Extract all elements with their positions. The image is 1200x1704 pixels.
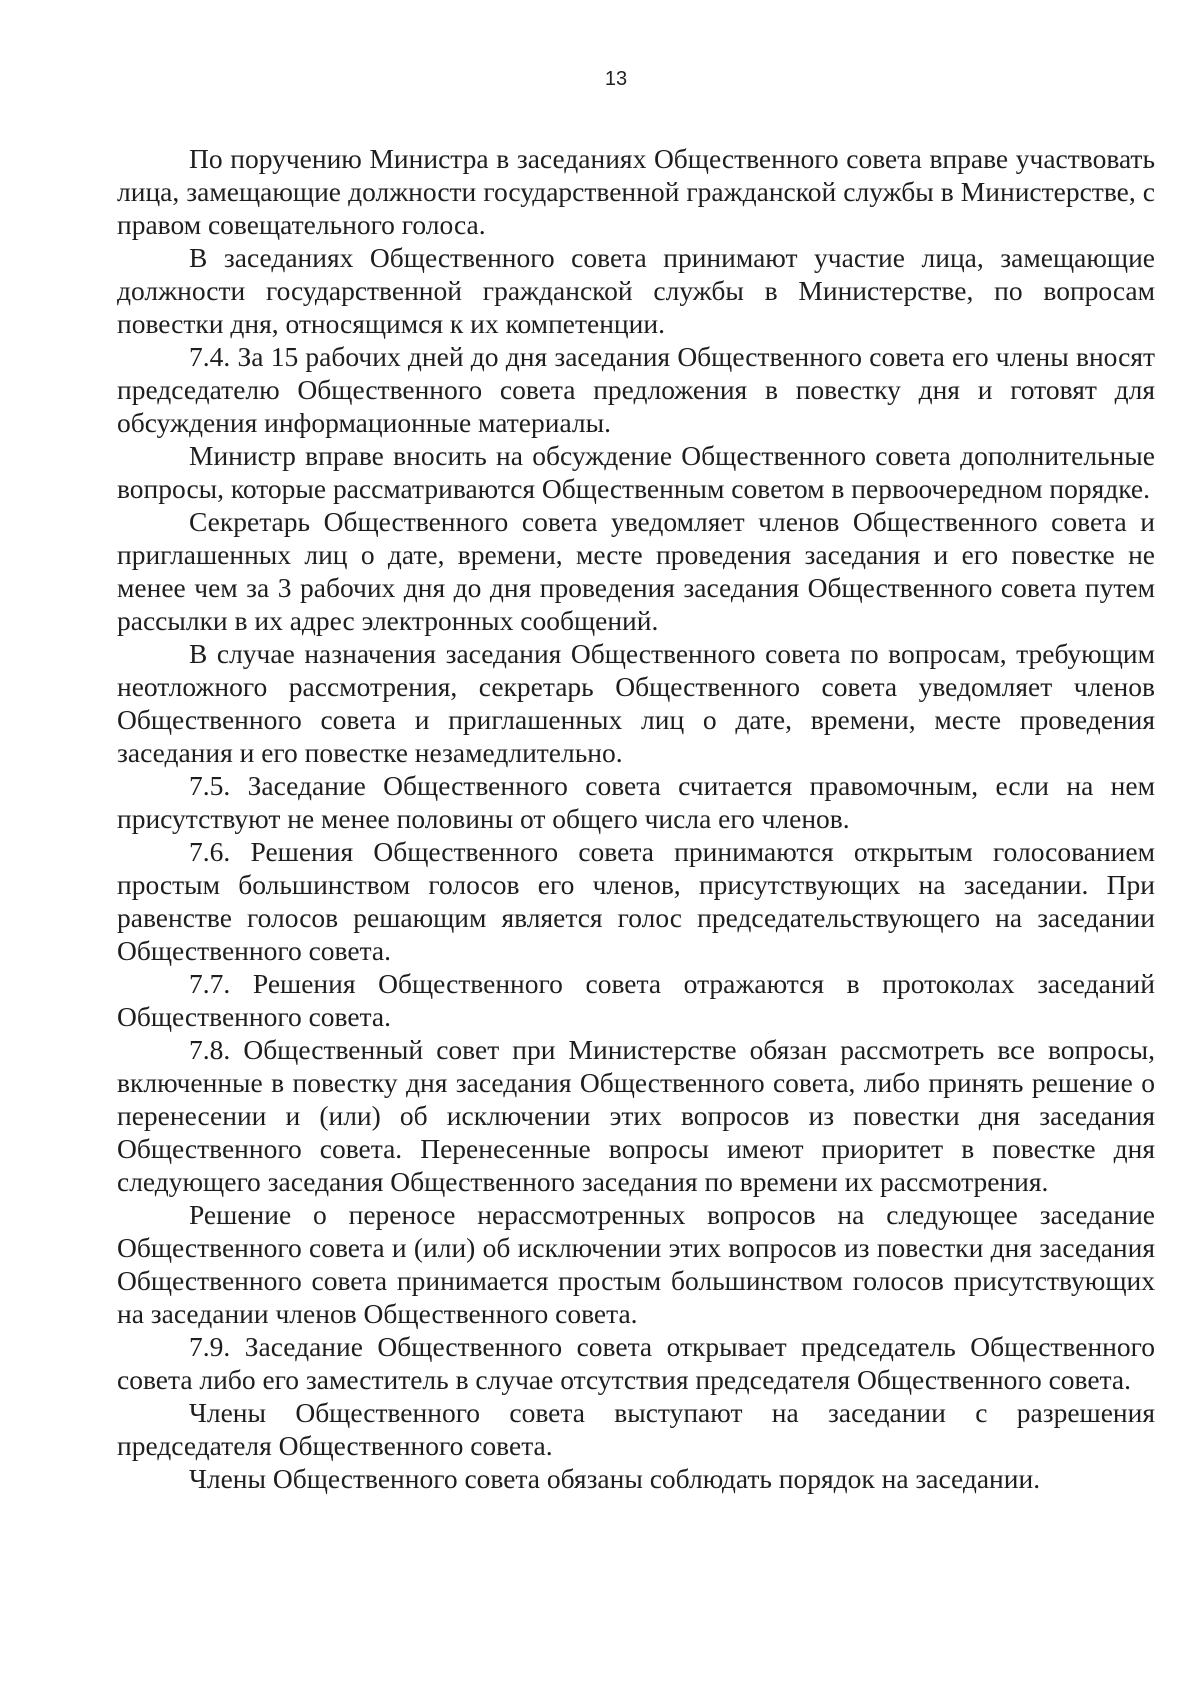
paragraph: Решение о переносе нерассмотренных вопросов на следующее заседание Общественного совета и (или) об исключении этих вопросов из повестки дня заседания Общественного совета принимается простым большинством голосов присутствующих на заседании членов Общественного совета. <box>117 1199 1155 1329</box>
paragraph: Секретарь Общественного совета уведомляет членов Общественного совета и приглашенных лиц о дате, времени, месте проведения заседания и его повестке не менее чем за 3 рабочих дня до дня проведения заседания Общественного совета путем рассылки в их адрес электронных сообщений. <box>117 506 1155 636</box>
paragraph: 7.8. Общественный совет при Министерстве обязан рассмотреть все вопросы, включенные в повестку дня заседания Общественного совета, либо принять решение о перенесении и (или) об исключении этих вопросов из повестки дня заседания Общественного совета. Перенесенные вопросы имеют приоритет в повестке дня следующего заседания Общественного заседания по времени их рассмотрения. <box>117 1034 1155 1197</box>
paragraph: По поручению Министра в заседаниях Общественного совета вправе участвовать лица, замещающие должности государственной гражданской службы в Министерстве, с правом совещательного голоса. <box>117 143 1155 240</box>
paragraph: В случае назначения заседания Общественного совета по вопросам, требующим неотложного рассмотрения, секретарь Общественного совета уведомляет членов Общественного совета и приглашенных лиц о дате, времени, месте проведения заседания и его повестке незамедлительно. <box>117 638 1155 768</box>
paragraph: Члены Общественного совета обязаны соблюдать порядок на заседании. <box>189 1463 1041 1494</box>
paragraph: Министр вправе вносить на обсуждение Общественного совета дополнительные вопросы, которые рассматриваются Общественным советом в первоочередном порядке. <box>117 440 1155 504</box>
page-number: 13 <box>604 68 628 90</box>
paragraph: 7.9. Заседание Общественного совета открывает председатель Общественного совета либо его заместитель в случае отсутствия председателя Общественного совета. <box>117 1331 1155 1395</box>
paragraph: Члены Общественного совета выступают на заседании с разрешения председателя Общественного совета. <box>117 1397 1155 1461</box>
paragraph: 7.4. За 15 рабочих дней до дня заседания Общественного совета его члены вносят председателю Общественного совета предложения в повестку дня и готовят для обсуждения информационные материалы. <box>117 341 1155 438</box>
paragraph: 7.6. Решения Общественного совета принимаются открытым голосованием простым большинством голосов его членов, присутствующих на заседании. При равенстве голосов решающим является голос председательствующего на заседании Общественного совета. <box>117 836 1155 966</box>
document-body <box>117 142 1155 1495</box>
paragraph: 7.5. Заседание Общественного совета считается правомочным, если на нем присутствуют не менее половины от общего числа его членов. <box>117 770 1155 834</box>
paragraph: В заседаниях Общественного совета принимают участие лица, замещающие должности государственной гражданской службы в Министерстве, по вопросам повестки дня, относящимся к их компетенции. <box>117 242 1155 339</box>
paragraph: 7.7. Решения Общественного совета отражаются в протоколах заседаний Общественного совета. <box>117 968 1155 1032</box>
